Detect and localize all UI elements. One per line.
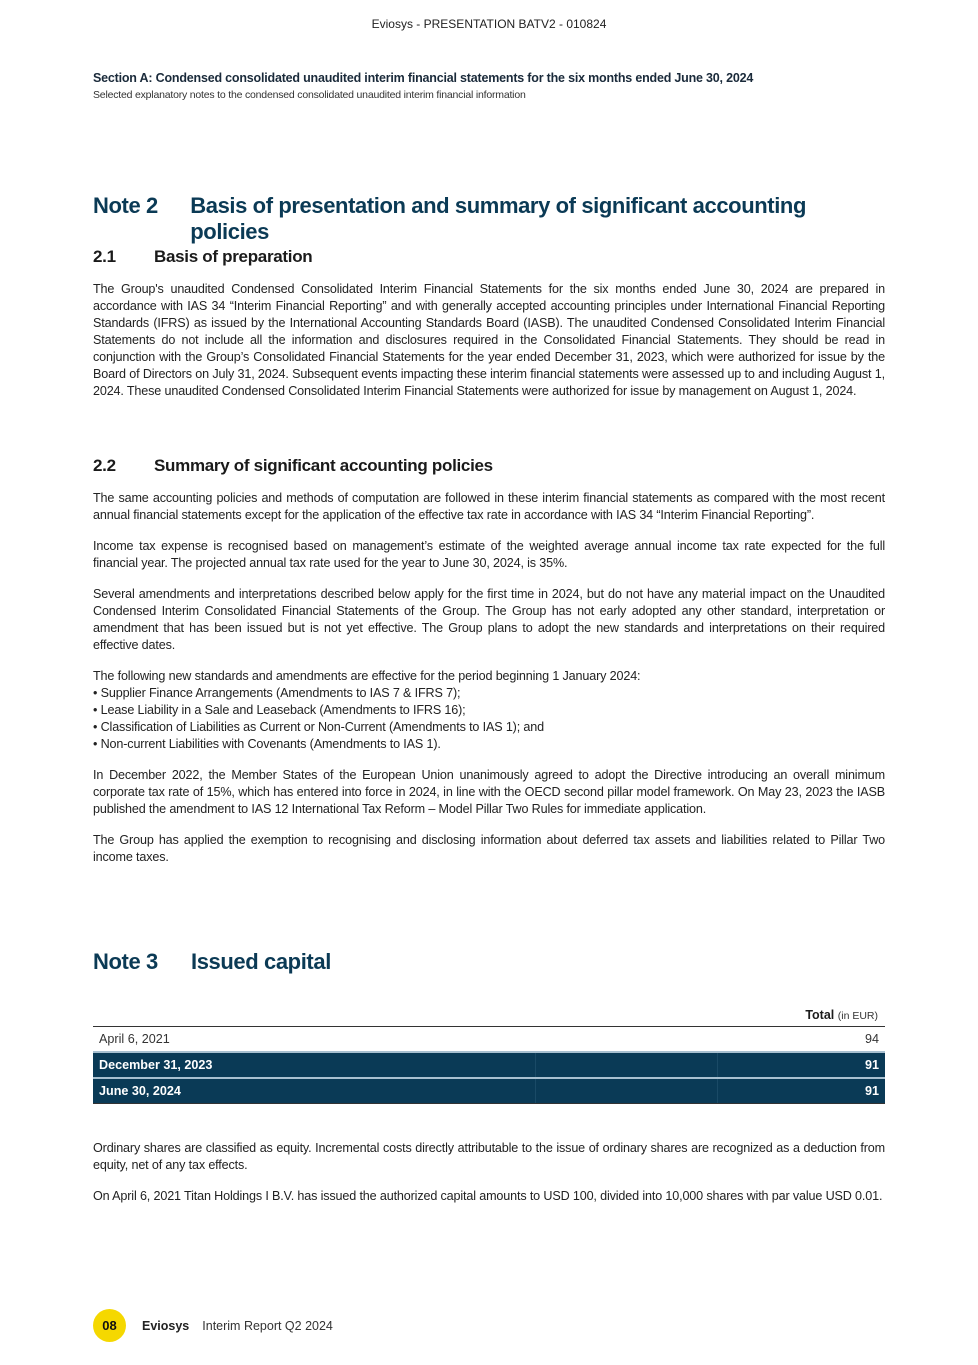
page-footer [93,1309,333,1342]
section-2-1-title: Basis of preparation [154,247,313,266]
header-total-label: Total [805,1008,835,1022]
note3-title: Issued capital [191,949,331,974]
section-subtitle: Selected explanatory notes to the condensed consolidated unaudited interim financial information [93,89,526,101]
table-row [93,1052,885,1078]
section-title: Section A: Condensed consolidated unaudited interim financial statements for the six months ended June 30, 2024 [93,71,754,85]
page-number-badge: 08 [93,1309,126,1342]
row-spacer [535,1052,717,1078]
table-header-row [93,1008,885,1027]
list-item: • Classification of Liabilities as Current or Non-Current (Amendments to IAS 1); and [93,719,885,736]
list-item: • Non-current Liabilities with Covenants (Amendments to IAS 1). [93,736,885,753]
section-2-2-title: Summary of significant accounting policies [154,456,493,475]
header-unit-label: (in EUR) [837,1010,878,1022]
section-2-2 [93,456,885,866]
paragraph: Income tax expense is recognised based on management’s estimate of the weighted average annual income tax rate expected for the full financial year. The projected annual tax rate used for the year to June 30, 2024, is 35%. [93,539,885,570]
amendments-list [93,685,885,753]
note3-heading-block [93,949,885,975]
section-2-1-heading [93,247,885,267]
list-item: • Lease Liability in a Sale and Leaseback (Amendments to IFRS 16); [93,702,885,719]
table-row [93,1027,885,1053]
paragraph: Several amendments and interpretations described below apply for the first time in 2024, but do not have any material impact on the Unaudited Condensed Interim Consolidated Financial Statements of the Group. The Group has not early adopted any other standard, interpretation or amendment that has been issued but is not yet effective. The Group plans to adopt the new standards and interpretations on their required effective dates. [93,587,885,652]
row-spacer [535,1027,717,1053]
note2-number: Note 2 [93,193,158,218]
note2-heading-block [93,193,885,245]
row-spacer [535,1078,717,1104]
footer-report-title: Interim Report Q2 2024 [202,1318,333,1333]
note3-body [93,1140,885,1205]
row-label: April 6, 2021 [99,1032,170,1046]
row-value: 91 [717,1052,885,1078]
paragraph: On April 6, 2021 Titan Holdings I B.V. has issued the authorized capital amounts to USD 100, divided into 10,000 shares with par value USD 0.01. [93,1189,883,1203]
section-2-1 [93,247,885,400]
section-2-2-number: 2.2 [93,456,116,475]
list-item: • Supplier Finance Arrangements (Amendments to IAS 7 & IFRS 7); [93,685,885,702]
section-2-2-heading [93,456,885,476]
note3-heading [93,949,885,975]
footer-brand: Eviosys [142,1318,190,1333]
row-value: 94 [864,1032,879,1046]
issued-capital-table [93,1008,885,1104]
row-label: December 31, 2023 [93,1052,535,1078]
table-row [93,1078,885,1104]
note2-heading [93,193,885,245]
section-2-1-number: 2.1 [93,247,116,266]
section-header [93,71,893,101]
document-title: Eviosys - PRESENTATION BATV2 - 010824 [371,17,607,31]
paragraph: The Group's unaudited Condensed Consolidated Interim Financial Statements for the six months ended June 30, 2024 are prepared in accordance with IAS 34 “Interim Financial Reporting” and with generally accepted accounting principles under International Financial Reporting Standards (IFRS) as issued by the International Accounting Standards Board (IASB). The unaudited Condensed Consolidated Interim Financial Statements do not include all the information and disclosures required in the Consolidated Financial Statements. They should be read in conjunction with the Group’s Consolidated Financial Statements for the year ended December 31, 2023, which were authorized for issue by the Board of Directors on July 31, 2024. Subsequent events impacting these interim financial statements were assessed up to and including August 1, 2024. These unaudited Condensed Consolidated Interim Financial Statements were authorized for issue by management on August 1, 2024. [93,282,885,398]
row-value: 91 [717,1078,885,1104]
row-label: June 30, 2024 [93,1078,535,1104]
list-intro: The following new standards and amendments are effective for the period beginning 1 January 2024: [93,669,641,683]
issued-capital-table-block [93,1008,885,1104]
note2-title: Basis of presentation and summary of significant accounting policies [190,193,806,244]
paragraph: In December 2022, the Member States of the European Union unanimously agreed to adopt the Directive introducing an overall minimum corporate tax rate of 15%, which has entered into force in 2024, in line with the OECD second pillar model framework. On May 23, 2023 the IASB published the amendment to IAS 12 International Tax Reform – Model Pillar Two Rules for immediate application. [93,768,885,816]
paragraph: Ordinary shares are classified as equity. Incremental costs directly attributable to the issue of ordinary shares are recognized as a deduction from equity, net of any tax effects. [93,1141,885,1172]
paragraph: The same accounting policies and methods of computation are followed in these interim financial statements as compared with the most recent annual financial statements except for the application of the effective tax rate in accordance with IAS 34 “Interim Financial Reporting”. [93,491,885,522]
column-header-total [93,1008,885,1027]
note3-number: Note 3 [93,949,158,974]
paragraph: The Group has applied the exemption to recognising and disclosing information about deferred tax assets and liabilities related to Pillar Two income taxes. [93,833,885,864]
